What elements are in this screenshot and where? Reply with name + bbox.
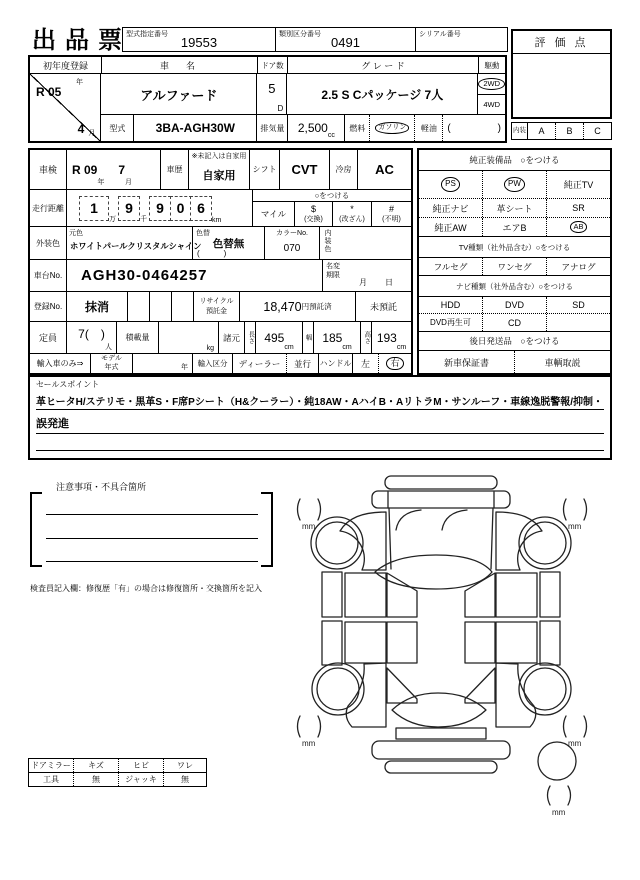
first-reg-month-unit: 月 (88, 130, 96, 137)
handle-left: 左 (353, 354, 379, 373)
handle-right-cell (379, 354, 411, 373)
fender-panels-shape (340, 512, 542, 727)
interior-color-label: 内装色 (324, 229, 331, 253)
history-cell (189, 150, 250, 189)
history-label: 車歴 (161, 150, 189, 189)
shaken-year-unit: 年 (97, 179, 105, 186)
equipment-pw-circled: PW (504, 177, 525, 191)
drive-2wd-circled: 2WD (478, 78, 505, 90)
mileage-row (30, 190, 411, 227)
sales-point-line1: 革ヒータH/ステリモ・黒革S・F席Pシート（H&クーラー）・純18AW・AハイB・AリトラM・サンルーフ・車線逸脱警報/抑制・ (36, 390, 604, 410)
media-row (419, 314, 610, 332)
vehicle-diagram (290, 470, 620, 820)
handle-label: ハンドル (319, 354, 353, 373)
mirror-ware: ワレ (177, 761, 193, 770)
tv-analog: アナログ (561, 261, 596, 272)
doors-sub: D (277, 104, 284, 113)
load-cell (159, 322, 219, 353)
mileage-digits (67, 190, 253, 226)
capacity-unit: 人 (105, 344, 112, 351)
equipment-navi: 純正ナビ (419, 199, 483, 217)
original-color-label: 元色 (69, 230, 83, 237)
drive-label: 駆動 (484, 60, 500, 70)
odometer-unknown (372, 202, 411, 226)
color-no-value: 070 (283, 243, 301, 254)
recycle-deposit-cell (240, 292, 356, 321)
fuel-label: 燃料 (345, 115, 370, 141)
tv-fullseg: フルセグ (419, 258, 483, 275)
page-title: 出品票 (32, 27, 131, 54)
color-no-cell (265, 227, 320, 259)
id-strip (122, 27, 508, 52)
model-year-label-2: 年式 (104, 363, 119, 371)
odometer-exchanged (295, 202, 333, 226)
jack-value: 無 (181, 775, 189, 784)
class-code-label: 類別区分番号 (279, 31, 321, 38)
class-code-cell (276, 28, 416, 51)
interior-grade-strip (511, 122, 612, 140)
inspector-note: 検査員記入欄：修復歴「有」の場合は修復箇所・交換箇所を記入 (30, 584, 262, 593)
evaluation-score-box (511, 29, 612, 119)
height-label: 高さ (361, 322, 372, 353)
notes-line-3 (46, 561, 258, 562)
serial-number-cell (416, 28, 507, 51)
history-note: ※未記入は自家用 (191, 153, 247, 160)
mileage-man: 万 (109, 216, 116, 223)
notes-label: 注意事項・不具合箇所 (56, 482, 147, 492)
mm-label: mm (302, 522, 316, 531)
sales-point-line2: 誤発進 (36, 410, 604, 434)
displacement-unit: cc (327, 132, 335, 139)
dollar-sub: (交換) (304, 216, 323, 223)
equipment-leather: 革シート (483, 199, 547, 217)
odometer-tampered (333, 202, 372, 226)
mirror-tool-table (28, 758, 207, 787)
capacity-value: 7( ) (78, 326, 105, 341)
equipment-pw-cell (483, 171, 547, 198)
recycle-value: 18,470 (263, 299, 302, 314)
hash-sub: (不明) (382, 216, 401, 223)
tv-oneseg: ワンセグ (483, 258, 547, 275)
evaluation-score-value-area (513, 54, 610, 117)
doors-cell (257, 74, 287, 114)
original-color-cell (67, 227, 202, 259)
sales-point-label: セールスポイント (36, 380, 100, 389)
capacity-cell (67, 322, 117, 353)
height-cell (361, 322, 411, 353)
model-code-value: 3BA-AGH30W (134, 115, 257, 141)
vehicle-info-header-row (30, 57, 505, 74)
rear-body-shape (372, 693, 510, 773)
interior-grade-c: C (594, 126, 601, 136)
exterior-color-row (30, 227, 411, 260)
history-value: 自家用 (202, 170, 236, 182)
equipment-airbag: エアB (483, 218, 547, 236)
model-year-label (91, 354, 133, 373)
import-label: 輸入車のみ⇒ (30, 354, 91, 373)
roof-panels-shape (387, 573, 495, 703)
equipment-ps-circled: PS (441, 177, 460, 191)
name-change-label (326, 263, 340, 281)
width-cell (303, 322, 361, 353)
fuel-gasoline-circled: ガソリン (375, 122, 409, 133)
model-approval-cell (123, 28, 276, 51)
media-cd: CD (483, 314, 547, 331)
tread-mm-label-spare (548, 786, 571, 817)
mm-label: mm (568, 739, 582, 748)
tool-row (29, 773, 206, 786)
mileage-digit-5: 6 (190, 196, 212, 221)
star-symbol: * (350, 204, 354, 214)
registration-empty-1 (128, 292, 150, 321)
tv-type-row (419, 258, 610, 276)
mm-label: mm (568, 522, 582, 531)
evaluation-score-label: 評 価 点 (513, 31, 610, 54)
notes-line-1 (46, 514, 258, 515)
shift-label: シフト (250, 150, 280, 189)
hash-symbol: # (388, 204, 394, 214)
shift-value: CVT (280, 150, 330, 189)
wheel-front-left (311, 517, 363, 569)
model-approval-label: 型式指定番号 (126, 31, 168, 38)
first-registration-cell (30, 74, 101, 141)
grade-value: 2.5 S Cパッケージ 7人 (287, 74, 478, 114)
model-code-label: 型式 (101, 115, 134, 141)
door-panels-shape (322, 572, 560, 665)
tread-mm-label-rear-right (564, 716, 587, 748)
notes-line-2 (46, 538, 258, 539)
tv-type-header: TV種類（社外品含む）○をつける (419, 237, 610, 258)
height-value: 193 (376, 330, 397, 345)
mirror-label: ドアミラー (29, 759, 74, 772)
notes-bracket-right (261, 492, 273, 567)
equipment-row-1 (419, 171, 610, 199)
name-change-label-2: 期限 (326, 271, 340, 279)
recycle-label-1: リサイクル (199, 298, 234, 306)
name-change-label-1: 名変 (326, 263, 340, 270)
ac-value: AC (375, 162, 394, 177)
notes-bracket-left (30, 492, 42, 567)
mirror-row (29, 759, 206, 773)
equipment-row-3 (419, 218, 610, 237)
recycle-none: 未預託 (369, 302, 397, 312)
chassis-label: 車台No. (30, 260, 67, 291)
jack-label: ジャッキ (119, 773, 164, 786)
mileage-digit-3: 9 (149, 196, 171, 221)
equipment-ab-circled: AB (570, 221, 586, 233)
later-shipping-row (419, 351, 610, 373)
width-unit: cm (342, 344, 352, 351)
registration-row (30, 292, 411, 322)
media-empty (547, 314, 610, 331)
doors-label: ドア数 (258, 57, 288, 73)
navi-type-header: ナビ種類（社外品含む）○をつける (419, 276, 610, 297)
width-value: 185 (322, 330, 343, 345)
first-reg-era: R 05 (36, 85, 62, 99)
mirror-hibi: ヒビ (119, 759, 164, 772)
equipment-header: 純正装備品 ○をつける (419, 150, 610, 171)
original-color-value: ホワイトパールクリスタルシャイン (70, 241, 202, 251)
media-dvd-play: DVD再生可 (419, 314, 483, 331)
odometer-flag-block (253, 190, 411, 226)
shaken-row (30, 150, 411, 190)
recycle-label (194, 292, 240, 321)
shaken-label: 車検 (30, 150, 67, 189)
doors-value: 5 (268, 80, 276, 96)
name-change-day: 日 (385, 278, 393, 287)
model-approval-value: 19553 (180, 35, 218, 50)
mm-label: mm (302, 739, 316, 748)
fuel-gasoline-cell (370, 115, 415, 141)
fuel-paren-open: ( (447, 122, 451, 134)
wheel-rear-left (312, 663, 364, 715)
car-name-value: アルファード (101, 74, 257, 114)
detail-table (28, 148, 413, 375)
later-shipping-header: 後日発送品 ○をつける (419, 332, 610, 351)
tool-label: 工具 (29, 773, 74, 786)
mileage-unit: km (212, 217, 222, 224)
mileage-digit-4: 0 (170, 196, 192, 221)
recycle-suffix: 円預託済 (301, 302, 332, 311)
color-change-label: 色替 (196, 230, 210, 237)
interior-grade-a: A (528, 123, 556, 139)
tread-mm-label-front-right (564, 499, 587, 531)
height-unit: cm (396, 344, 407, 351)
capacity-label: 定員 (30, 322, 67, 353)
tread-mm-label-rear-left (298, 716, 321, 748)
equipment-row-2 (419, 199, 610, 218)
vehicle-manual: 車輌取説 (544, 357, 581, 368)
sales-point-line3 (36, 434, 604, 451)
displacement-cell (288, 115, 345, 141)
shaken-month-unit: 月 (125, 179, 133, 186)
dollar-symbol: $ (310, 204, 316, 214)
displacement-value: 2,500 (297, 121, 328, 135)
odometer-mile: マイル (253, 202, 295, 226)
shaken-month: 7 (118, 162, 126, 177)
equipment-aw: 純正AW (419, 218, 483, 236)
length-cell (245, 322, 303, 353)
recycle-label-2: 預託金 (206, 307, 227, 315)
equipment-ps-cell (419, 171, 483, 198)
tool-value: 無 (74, 773, 119, 786)
shaken-date-cell (67, 150, 161, 189)
length-value: 495 (264, 330, 285, 345)
class-code-value: 0491 (331, 35, 360, 50)
fuel-other-cell (443, 115, 505, 141)
drive-2wd (478, 74, 505, 95)
drive-cell (478, 74, 505, 114)
chassis-value: AGH30-0464257 (67, 260, 323, 291)
dimensions-label: 諸元 (219, 322, 245, 353)
first-reg-year-unit: 年 (76, 79, 83, 86)
color-change-paren: ( ) (197, 249, 227, 258)
wheel-front-right (519, 517, 571, 569)
odometer-circle-note: ○をつける (253, 190, 411, 202)
chassis-row (30, 260, 411, 292)
width-label: 幅 (303, 322, 314, 353)
equipment-sr: SR (572, 203, 585, 213)
navi-type-row (419, 297, 610, 314)
registration-empty-2 (150, 292, 172, 321)
interior-color-cell (320, 227, 411, 259)
registration-value: 抹消 (67, 292, 128, 321)
load-unit: kg (206, 345, 214, 352)
interior-grade-b: B (556, 123, 584, 139)
length-unit: cm (284, 344, 294, 351)
mileage-label: 走行距離 (30, 190, 67, 226)
car-name-label: 車 名 (102, 57, 258, 73)
serial-number-label: シリアル番号 (419, 31, 461, 38)
mirror-kizu: キズ (74, 759, 119, 772)
mm-label: mm (552, 808, 566, 817)
import-row (30, 354, 411, 373)
equipment-ab-cell (547, 218, 610, 236)
model-year-cell (133, 354, 193, 373)
front-bumper-shape (372, 476, 510, 508)
name-change-cell (323, 260, 411, 291)
model-year-label-1: モデル (101, 355, 122, 363)
mileage-digit-1: 1 (79, 196, 109, 221)
equipment-tv: 純正TV (563, 180, 594, 190)
first-registration-label: 初年度登録 (30, 57, 102, 73)
navi-sd: SD (572, 300, 585, 310)
color-no-label: カラーNo. (276, 229, 308, 237)
registration-label: 登録No. (30, 292, 67, 321)
name-change-month: 月 (359, 278, 367, 287)
navi-hdd: HDD (419, 297, 483, 313)
sales-point-box (28, 375, 612, 460)
interior-label: 内装 (512, 123, 528, 139)
navi-dvd: DVD (483, 297, 547, 313)
mileage-sen: 千 (140, 216, 147, 223)
warranty-booklet: 新車保証書 (419, 351, 515, 373)
load-label: 積載量 (117, 322, 159, 353)
import-parallel: 並行 (287, 354, 319, 373)
fuel-diesel: 軽油 (415, 115, 443, 141)
color-change-cell (193, 227, 265, 259)
vehicle-info-table (28, 55, 507, 143)
import-dealer: ディーラー (233, 354, 287, 373)
drive-4wd: 4WD (483, 99, 500, 109)
ac-label: 冷房 (330, 150, 358, 189)
color-change-value: 色替無 (212, 238, 245, 250)
capacity-row (30, 322, 411, 354)
equipment-table (417, 148, 612, 375)
fuel-paren-close: ) (497, 122, 501, 134)
registration-empty-3 (172, 292, 194, 321)
displacement-label: 排気量 (257, 115, 288, 141)
shaken-era: R 09 (72, 162, 98, 177)
length-label: 長さ (245, 322, 256, 353)
handle-right-circled: 右 (386, 357, 403, 371)
grade-label: グ レ ー ド (288, 57, 479, 73)
first-reg-month: 4 (77, 122, 85, 136)
mileage-digit-2: 9 (118, 196, 140, 221)
exterior-color-label: 外装色 (30, 227, 67, 259)
import-class-label: 輸入区分 (193, 354, 233, 373)
star-sub: (改ざん) (339, 216, 365, 223)
model-year-unit: 年 (181, 364, 188, 371)
wheel-rear-right (519, 663, 571, 715)
